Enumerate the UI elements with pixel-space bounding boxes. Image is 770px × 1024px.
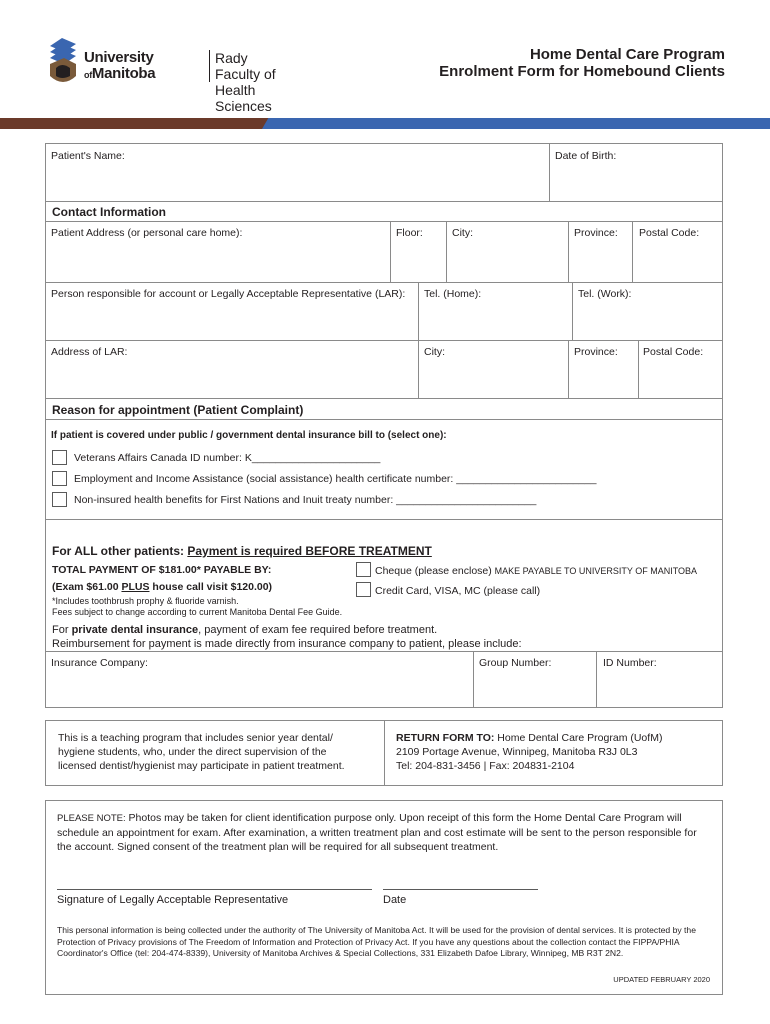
insurance-company-label: Insurance Company:: [51, 657, 148, 669]
bison-shield-icon: [48, 36, 78, 88]
id-number-label: ID Number:: [603, 657, 657, 669]
dob-label: Date of Birth:: [555, 150, 617, 162]
reimbursement-text: Reimbursement for payment is made directly from insurance company to patient, please include:: [52, 638, 522, 650]
consent-box: [45, 800, 723, 995]
header-band-brown: [0, 118, 270, 129]
return-address: RETURN FORM TO: Home Dental Care Program (UofM) 2109 Portage Avenue, Winnipeg, Manitoba R3J 0L3 Tel: 204-831-3456 | Fax: 204831-2104: [396, 732, 663, 772]
province-label: Province:: [574, 227, 618, 239]
date-line[interactable]: [383, 889, 538, 890]
private-insurance-text: For private dental insurance, payment of exam fee required before treatment.: [52, 624, 438, 636]
option-eia: Employment and Income Assistance (social assistance) health certificate number: ________________________: [74, 473, 597, 485]
lar-postal-code-label: Postal Code:: [643, 346, 704, 358]
program-info-box: [45, 720, 723, 786]
logo-faculty-text: Rady Faculty of Health Sciences: [215, 50, 276, 114]
exam-fee: (Exam $61.00 PLUS house call visit $120.00): [52, 581, 273, 593]
option-nihb: Non-insured health benefits for First Nations and Inuit treaty number: ________________________: [74, 494, 537, 506]
tel-work-label: Tel. (Work):: [578, 288, 632, 300]
logo-university-text: University ofManitoba: [84, 49, 156, 82]
lar-label: Person responsible for account or Legally Acceptable Representative (LAR):: [51, 288, 406, 300]
document-title: Home Dental Care Program Enrolment Form for Homebound Clients: [439, 46, 725, 80]
total-payment: TOTAL PAYMENT OF $181.00* PAYABLE BY:: [52, 564, 272, 576]
insurance-heading: If patient is covered under public / government dental insurance bill to (select one):: [51, 430, 447, 441]
photo-notice: PLEASE NOTE: Photos may be taken for client identification purpose only. Upon receipt of this form the Home Dental Care Program will schedule an appointment for exam. After examination, a written treatment plan and cost estimate will be sent to the person responsible for the account. Signed consent of the treatment plan will be required for all subsequent treatment.: [57, 812, 697, 853]
lar-province-label: Province:: [574, 346, 618, 358]
checkbox-eia[interactable]: [52, 471, 67, 486]
checkbox-veterans[interactable]: [52, 450, 67, 465]
address-label: Patient Address (or personal care home):: [51, 227, 243, 239]
checkbox-cheque[interactable]: [356, 562, 371, 577]
fee-note-1: *Includes toothbrush prophy & fluoride varnish.: [52, 596, 239, 606]
date-label: Date: [383, 894, 407, 906]
postal-code-label: Postal Code:: [639, 227, 700, 239]
group-number-label: Group Number:: [479, 657, 552, 669]
privacy-statement: This personal information is being collected under the authority of The University of Manitoba Act. It will be used for the provision of dental services. It is protected by the Protection of Privacy provisions of The Freedom of Information and Protection of Privacy Act. If you have any questions about the collection contact the FIPPA/PHIA Coordinator's Office (tel: 204-474-8339), University of Manitoba Archives & Special Collections, 331 Elizabeth Dafoe Library, Winnipeg, MB R3T 2N2.: [57, 925, 696, 958]
checkbox-nihb[interactable]: [52, 492, 67, 507]
signature-line[interactable]: [57, 889, 372, 890]
enrolment-form: [45, 143, 723, 708]
logo-divider: [209, 50, 210, 82]
contact-heading: Contact Information: [52, 205, 166, 219]
reason-heading: Reason for appointment (Patient Complaint): [52, 403, 304, 417]
lar-city-label: City:: [424, 346, 445, 358]
updated-date: UPDATED FEBRUARY 2020: [613, 975, 710, 984]
credit-card-label: Credit Card, VISA, MC (please call): [375, 585, 541, 597]
lar-address-label: Address of LAR:: [51, 346, 128, 358]
city-label: City:: [452, 227, 473, 239]
teaching-notice: This is a teaching program that includes senior year dental/ hygiene students, who, under the direct supervision of the licensed dentist/hygienist may participate in patient treatment.: [58, 732, 345, 772]
checkbox-credit-card[interactable]: [356, 582, 371, 597]
university-logo: [48, 36, 288, 114]
cheque-label: Cheque (please enclose) MAKE PAYABLE TO UNIVERSITY OF MANITOBA: [375, 565, 698, 577]
floor-label: Floor:: [396, 227, 423, 239]
option-veterans: Veterans Affairs Canada ID number: K______________________: [74, 452, 381, 464]
header-band-blue: [262, 118, 770, 129]
signature-label: Signature of Legally Acceptable Representative: [57, 894, 289, 906]
patient-name-label: Patient's Name:: [51, 150, 125, 162]
payment-heading: For ALL other patients: Payment is required BEFORE TREATMENT: [52, 544, 432, 558]
tel-home-label: Tel. (Home):: [424, 288, 482, 300]
fee-note-2: Fees subject to change according to current Manitoba Dental Fee Guide.: [52, 607, 343, 617]
